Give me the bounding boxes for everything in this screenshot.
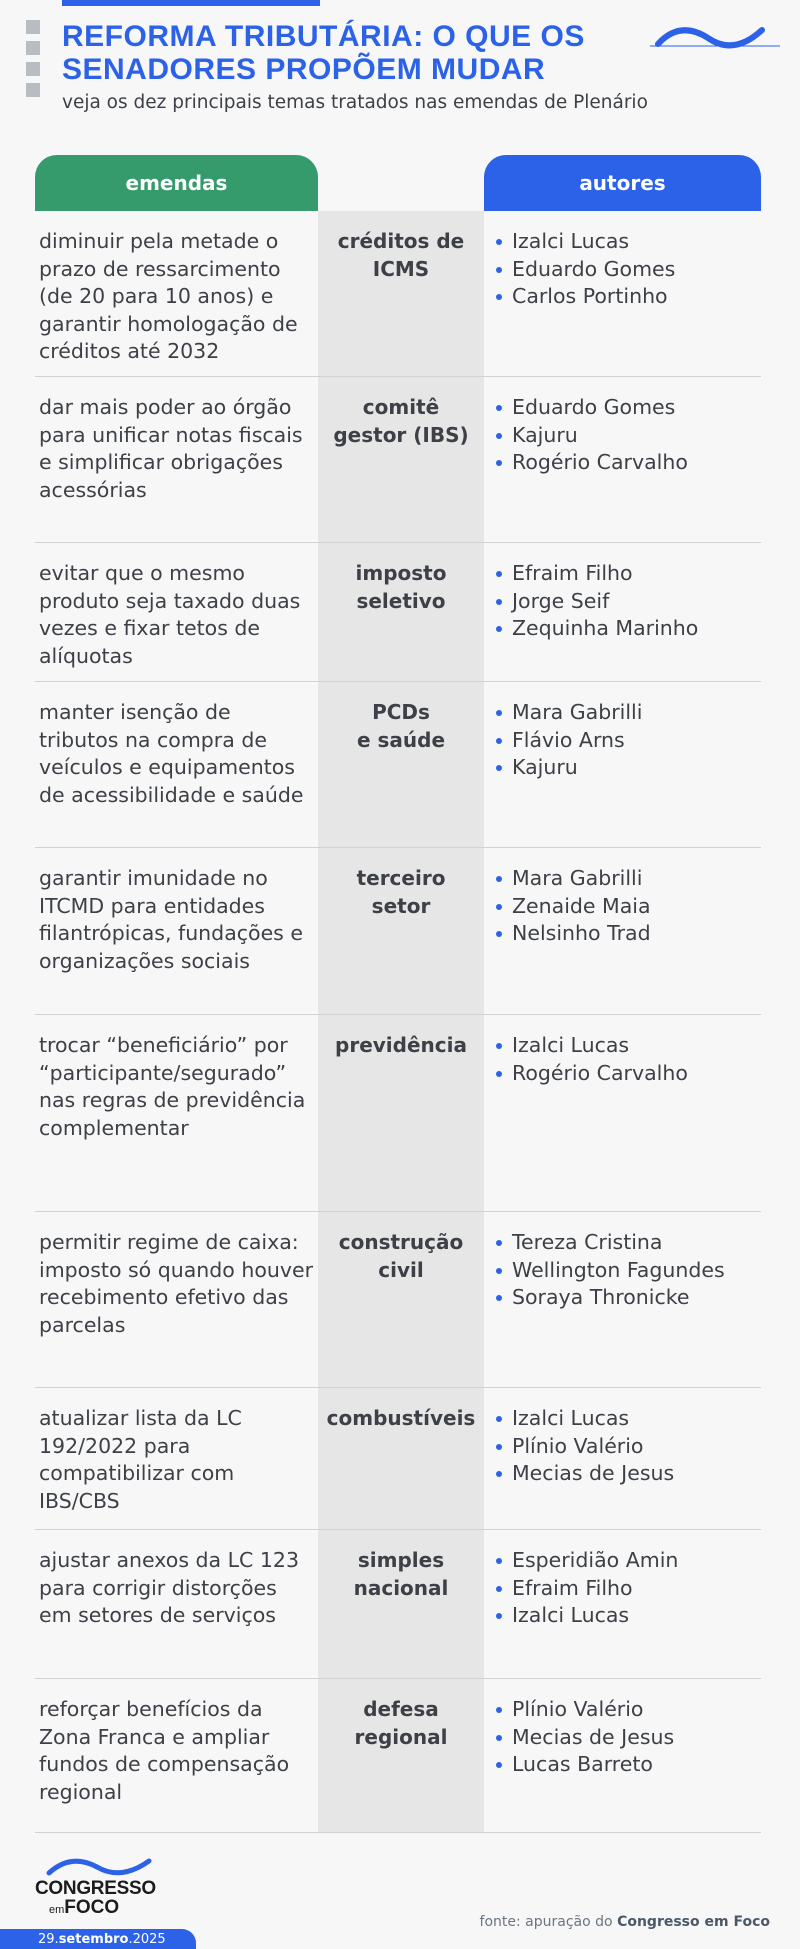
page-title [62, 20, 662, 86]
amendment-theme [318, 1388, 484, 1529]
amendment-description: atualizar lista da LC 192/2022 para compatibilizar com IBS/CBS [39, 1406, 242, 1513]
theme-line: terceiro [356, 866, 446, 890]
table-row [35, 543, 761, 682]
amendment-theme [318, 1015, 484, 1211]
decorative-squares [26, 20, 40, 104]
theme-line: comitê [362, 395, 440, 419]
theme-line: defesa [363, 1697, 439, 1721]
amendment-description: garantir imunidade no ITCMD para entidades filantrópicas, fundações e organizações sociais [39, 866, 303, 973]
amendment-authors [484, 1530, 761, 1678]
amendment-theme [318, 543, 484, 681]
page-subtitle: veja os dez principais temas tratados nas emendas de Plenário [62, 92, 648, 113]
author-name: Eduardo Gomes [512, 394, 761, 422]
theme-line: seletivo [356, 588, 446, 613]
author-name: Kajuru [512, 422, 761, 450]
table-row [35, 682, 761, 848]
author-name: Kajuru [512, 754, 761, 782]
author-name: Flávio Arns [512, 727, 761, 755]
author-name: Esperidião Amin [512, 1547, 761, 1575]
amendment-authors [484, 1212, 761, 1387]
source-note: fonte: apuração do Congresso em Foco [479, 1914, 770, 1930]
author-name: Mecias de Jesus [512, 1724, 761, 1752]
author-name: Izalci Lucas [512, 1405, 761, 1433]
theme-line: civil [378, 1257, 424, 1282]
amendment-theme [318, 848, 484, 1014]
amendment-authors [484, 211, 761, 376]
theme-line: imposto [355, 561, 447, 585]
author-name: Carlos Portinho [512, 283, 761, 311]
author-name: Nelsinho Trad [512, 920, 761, 948]
congresso-em-foco-logo [35, 1855, 165, 1920]
theme-line: ICMS [372, 256, 430, 281]
amendment-description: ajustar anexos da LC 123 para corrigir distorções em setores de serviços [39, 1548, 299, 1627]
theme-line: construção [338, 1230, 464, 1254]
author-name: Zequinha Marinho [512, 615, 761, 643]
amendment-description: manter isenção de tributos na compra de veículos e equipamentos de acessibilidade e saúde [39, 700, 304, 807]
author-name: Mecias de Jesus [512, 1460, 761, 1488]
amendment-theme [318, 1530, 484, 1678]
amendment-authors [484, 682, 761, 847]
amendments-table [35, 155, 761, 1833]
theme-line: gestor (IBS) [333, 422, 469, 447]
amendment-theme [318, 377, 484, 542]
logo-subname: emFOCO [49, 1897, 120, 1918]
theme-line: combustíveis [326, 1406, 476, 1430]
amendment-description: trocar “beneficiário” por “participante/segurado” nas regras de previdência complementar [39, 1033, 306, 1140]
table-row [35, 848, 761, 1015]
author-name: Jorge Seif [512, 588, 761, 616]
title-line-1: REFORMA TRIBUTÁRIA: O QUE OS [62, 20, 585, 53]
logo-arc-icon [35, 1855, 165, 1877]
theme-line: e saúde [356, 727, 446, 752]
theme-line: PCDs [372, 700, 430, 724]
amendment-authors [484, 848, 761, 1014]
brand-arc-icon [650, 22, 780, 52]
author-name: Plínio Valério [512, 1696, 761, 1724]
amendment-authors [484, 1015, 761, 1211]
title-line-2: SENADORES PROPÕEM MUDAR [62, 53, 546, 86]
theme-line: regional [354, 1724, 448, 1749]
author-name: Izalci Lucas [512, 1602, 761, 1630]
author-name: Izalci Lucas [512, 228, 761, 256]
theme-line: nacional [353, 1575, 449, 1600]
author-name: Efraim Filho [512, 1575, 761, 1603]
author-name: Plínio Valério [512, 1433, 761, 1461]
logo-name: CONGRESSO [35, 1878, 156, 1899]
amendment-authors [484, 1388, 761, 1529]
top-accent-bar [62, 0, 320, 6]
theme-line: previdência [335, 1033, 467, 1057]
amendment-authors [484, 543, 761, 681]
header-emendas: emendas [35, 155, 318, 211]
header-autores: autores [484, 155, 761, 211]
author-name: Rogério Carvalho [512, 449, 761, 477]
date-badge: 29.setembro.2025 [0, 1929, 196, 1949]
author-name: Izalci Lucas [512, 1032, 761, 1060]
amendment-description: dar mais poder ao órgão para unificar notas fiscais e simplificar obrigações acessórias [39, 395, 303, 502]
amendment-description: evitar que o mesmo produto seja taxado duas vezes e fixar tetos de alíquotas [39, 561, 301, 668]
table-row [35, 1679, 761, 1833]
amendment-theme [318, 1212, 484, 1387]
author-name: Rogério Carvalho [512, 1060, 761, 1088]
author-name: Zenaide Maia [512, 893, 761, 921]
author-name: Mara Gabrilli [512, 865, 761, 893]
theme-line: créditos de [337, 229, 465, 253]
table-row [35, 1212, 761, 1388]
amendment-theme [318, 1679, 484, 1832]
author-name: Tereza Cristina [512, 1229, 761, 1257]
author-name: Wellington Fagundes [512, 1257, 761, 1285]
table-row [35, 1015, 761, 1212]
amendment-theme [318, 211, 484, 376]
author-name: Eduardo Gomes [512, 256, 761, 284]
amendment-theme [318, 682, 484, 847]
author-name: Lucas Barreto [512, 1751, 761, 1779]
theme-line: simples [357, 1548, 445, 1572]
author-name: Soraya Thronicke [512, 1284, 761, 1312]
amendment-authors [484, 1679, 761, 1832]
amendment-authors [484, 377, 761, 542]
table-row [35, 1388, 761, 1530]
table-header [35, 155, 761, 211]
amendment-description: reforçar benefícios da Zona Franca e ampliar fundos de compensação regional [39, 1697, 290, 1804]
table-row [35, 211, 761, 377]
table-row [35, 1530, 761, 1679]
author-name: Efraim Filho [512, 560, 761, 588]
author-name: Mara Gabrilli [512, 699, 761, 727]
table-row [35, 377, 761, 543]
table-body [35, 211, 761, 1833]
amendment-description: diminuir pela metade o prazo de ressarcimento (de 20 para 10 anos) e garantir homologação de créditos até 2032 [39, 229, 298, 363]
theme-line: setor [371, 893, 431, 918]
amendment-description: permitir regime de caixa: imposto só quando houver recebimento efetivo das parcelas [39, 1230, 314, 1337]
